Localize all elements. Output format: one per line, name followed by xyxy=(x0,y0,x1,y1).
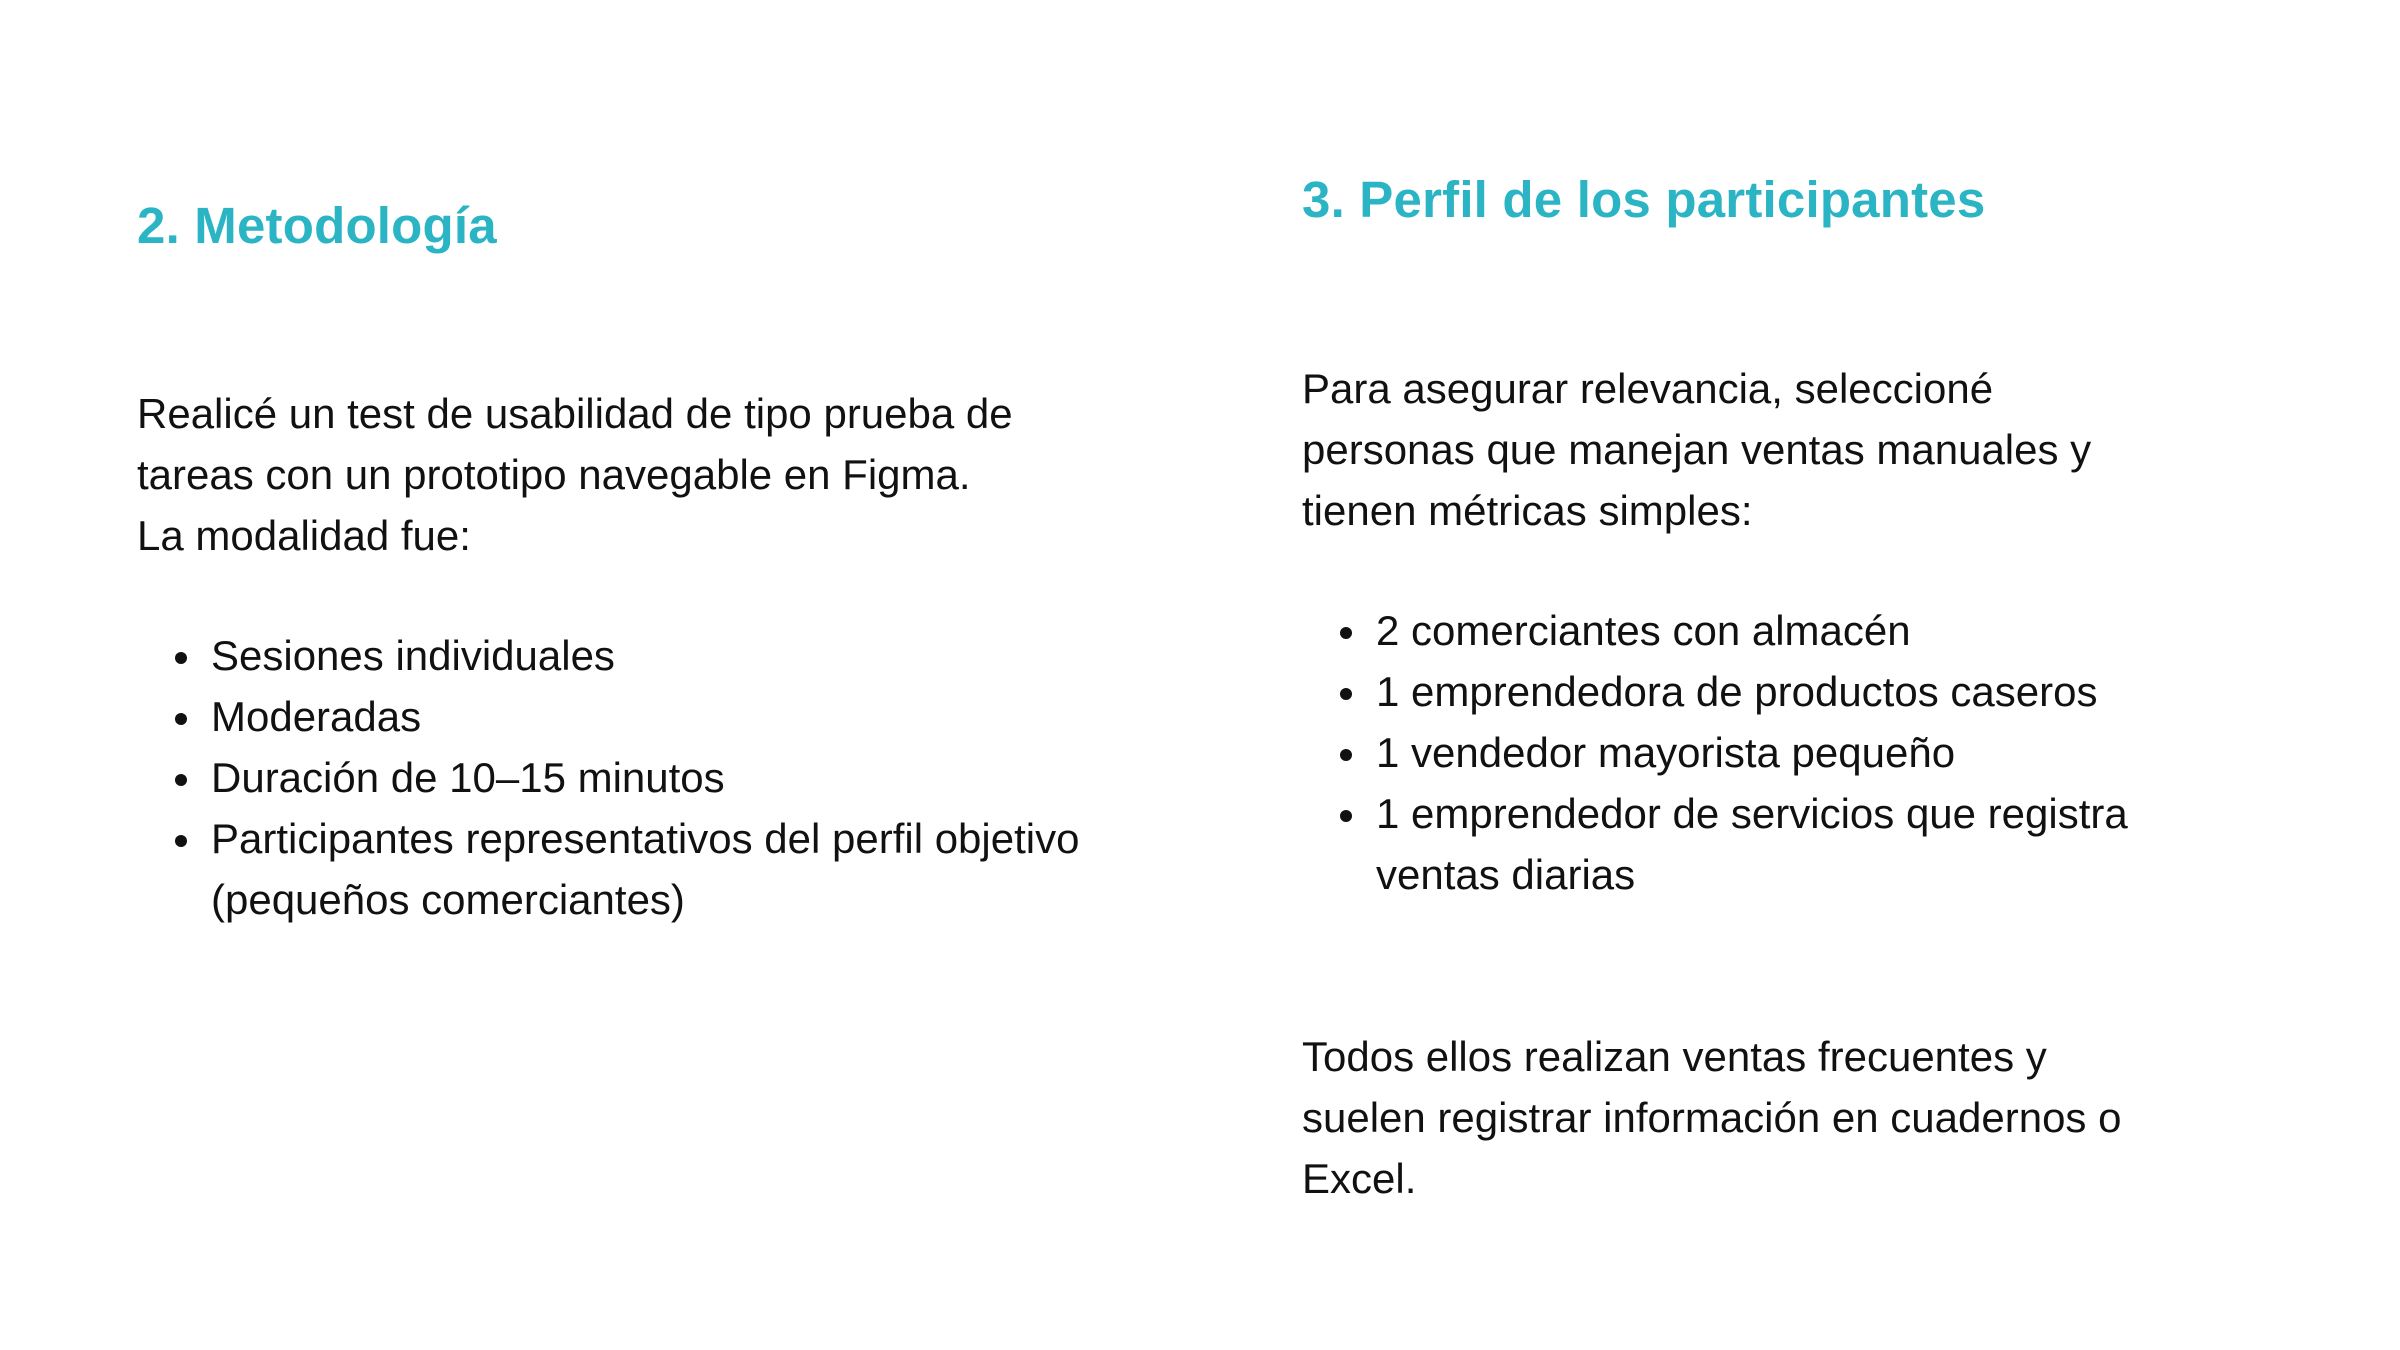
participants-title: 3. Perfil de los participantes xyxy=(1302,171,1986,228)
methodology-intro-line: La modalidad fue: xyxy=(137,512,471,559)
participants-list xyxy=(1340,600,2260,905)
methodology-list xyxy=(175,625,1135,930)
participants-intro-line: personas que manejan ventas manuales y xyxy=(1302,426,2092,473)
methodology-intro-line: Realicé un test de usabilidad de tipo prueba de xyxy=(137,390,1013,437)
participants-outro-line: Excel. xyxy=(1302,1155,1417,1202)
list-item: Duración de 10–15 minutos xyxy=(175,747,1135,808)
methodology-intro-line: tareas con un prototipo navegable en Figma. xyxy=(137,451,971,498)
participants-intro-line: Para asegurar relevancia, seleccioné xyxy=(1302,365,1994,412)
list-item: 1 emprendedora de productos caseros xyxy=(1340,661,2260,722)
participants-intro-line: tienen métricas simples: xyxy=(1302,487,1753,534)
list-item: 2 comerciantes con almacén xyxy=(1340,600,2260,661)
participants-outro xyxy=(1302,1026,2262,1209)
participants-intro xyxy=(1302,358,2262,541)
list-item: Sesiones individuales xyxy=(175,625,1135,686)
participants-outro-line: Todos ellos realizan ventas frecuentes y xyxy=(1302,1033,2047,1080)
list-item: Participantes representativos del perfil objetivo (pequeños comerciantes) xyxy=(175,808,1135,930)
list-item: 1 emprendedor de servicios que registra ventas diarias xyxy=(1340,783,2260,905)
participants-outro-line: suelen registrar información en cuadernos o xyxy=(1302,1094,2122,1141)
methodology-title: 2. Metodología xyxy=(137,197,497,254)
list-item: 1 vendedor mayorista pequeño xyxy=(1340,722,2260,783)
list-item: Moderadas xyxy=(175,686,1135,747)
methodology-intro xyxy=(137,383,1127,566)
